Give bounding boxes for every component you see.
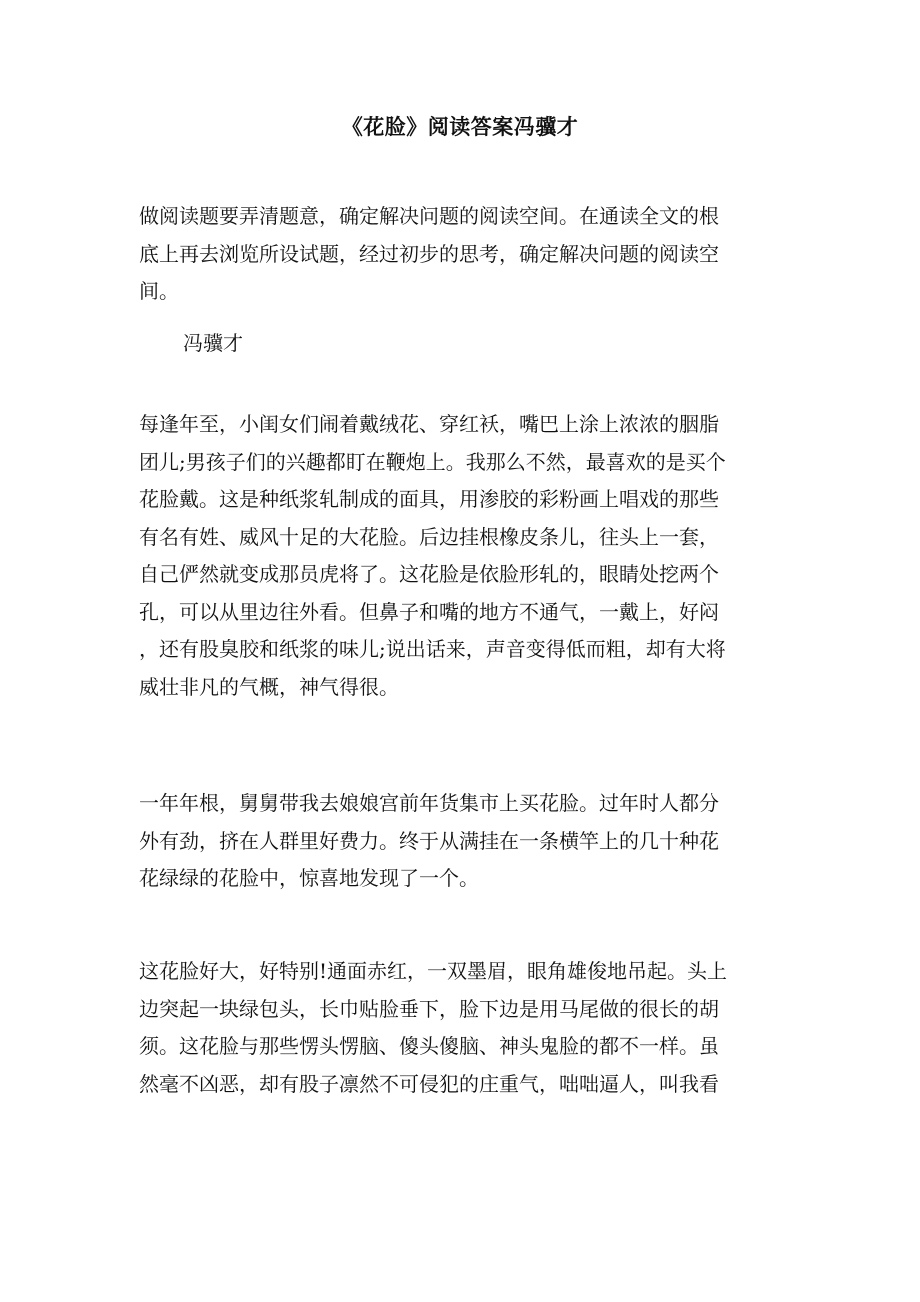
text-line: 边突起一块绿包头，长巾贴脸垂下，脸下边是用马尾做的很长的胡 <box>139 996 719 1021</box>
text-line: 须。这花脸与那些愣头愣脑、傻头傻脑、神头鬼脸的都不一样。虽 <box>139 1034 719 1058</box>
text-line: 然毫不凶恶，却有股子凛然不可侵犯的庄重气，咄咄逼人，叫我看 <box>139 1071 719 1096</box>
text-line: 花脸戴。这是种纸浆轧制成的面具，用渗胶的彩粉画上唱戏的那些 <box>139 487 719 511</box>
paragraph-3 <box>139 953 799 1103</box>
text-line: 每逢年至，小闺女们闹着戴绒花、穿红袄，嘴巴上涂上浓浓的胭脂 <box>139 412 719 436</box>
text-line: ，还有股臭胶和纸浆的味儿;说出话来，声音变得低而粗，却有大将 <box>139 637 726 661</box>
text-line: 团儿;男孩子们的兴趣都盯在鞭炮上。我那么不然，最喜欢的是买个 <box>139 449 726 474</box>
text-line: 自己俨然就变成那员虎将了。这花脸是依脸形轧的，眼睛处挖两个 <box>139 562 719 586</box>
text-line: 间。 <box>139 279 179 303</box>
text-line: 做阅读题要弄清题意，确定解决问题的阅读空间。在通读全文的根 <box>139 204 719 228</box>
text-line: 这花脸好大，好特别!通面赤红，一双墨眉，眼角雄俊地吊起。头上 <box>139 959 728 983</box>
paragraph-1 <box>139 406 799 706</box>
text-line: 孔，可以从里边往外看。但鼻子和嘴的地方不通气，一戴上，好闷 <box>139 599 719 624</box>
text-line: 外有劲，挤在人群里好费力。终于从满挂在一条横竿上的几十种花 <box>139 828 719 853</box>
text-line: 花绿绿的花脸中，惊喜地发现了一个。 <box>139 866 479 890</box>
text-line: 底上再去浏览所设试题，经过初步的思考，确定解决问题的阅读空 <box>139 241 719 266</box>
intro-paragraph <box>139 198 799 311</box>
text-line: 有名有姓、威风十足的大花脸。后边挂根橡皮条儿，往头上一套， <box>139 524 719 549</box>
text-line: 威壮非凡的气概，神气得很。 <box>139 674 399 699</box>
page-title: 《花脸》阅读答案冯骥才 <box>341 114 579 139</box>
author-name: 冯骥才 <box>183 331 243 355</box>
paragraph-2 <box>139 785 799 898</box>
text-line: 一年年根，舅舅带我去娘娘宫前年货集市上买花脸。过年时人都分 <box>139 791 719 815</box>
